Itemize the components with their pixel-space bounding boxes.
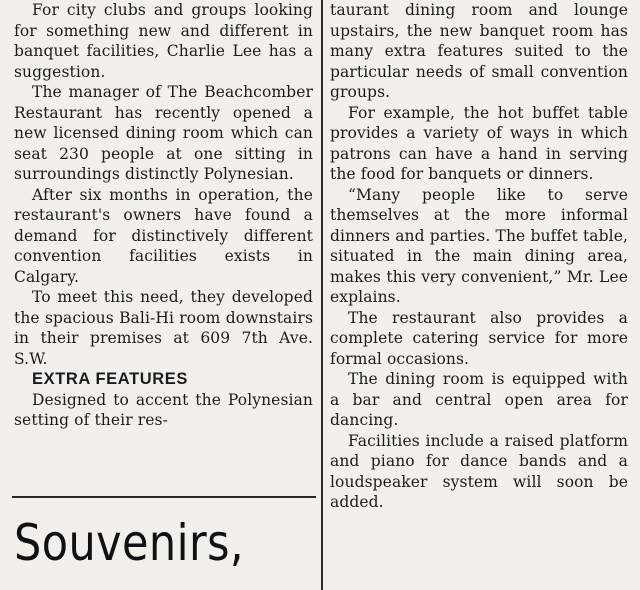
paragraph-beachcomber: The manager of The Beachcomber Restaurant has recently opened a new licensed dining room which can seat 230 people at one sitting in surroundings distinctly Polynesian. <box>14 83 313 183</box>
column-divider <box>321 0 323 590</box>
paragraph-dining-room: The dining room is equipped with a bar and central open area for dancing. <box>330 370 628 429</box>
paragraph-bali-hi: To meet this need, they developed the spacious Bali-Hi room downstairs in their premises at 609 7th Ave. S.W. <box>14 288 313 368</box>
paragraph-facilities: Facilities include a raised platform and piano for dance bands and a loudspeaker system will soon be added. <box>330 431 628 511</box>
paragraph-intro: For city clubs and groups looking for something new and different in banquet facilities, Charlie Lee has a suggestion. <box>14 1 313 81</box>
headline: Souvenirs, <box>14 514 245 572</box>
paragraph-continuation: taurant dining room and lounge upstairs, the new banquet room has many extra features suited to the particular needs of small convention groups. <box>330 1 628 101</box>
paragraph-demand: After six months in operation, the restaurant's owners have found a demand for distinctively different convention facilities exists in Calgary. <box>14 185 313 286</box>
left-column <box>14 0 313 431</box>
section-divider <box>12 496 316 498</box>
paragraph-quote: “Many people like to serve themselves at the more informal dinners and parties. The buffet table, situated in the main dining area, makes this very convenient,” Mr. Lee explains. <box>330 185 628 306</box>
paragraph-catering: The restaurant also provides a complete catering service for more formal occasions. <box>330 308 628 368</box>
paragraph-buffet: For example, the hot buffet table provides a variety of ways in which patrons can have a hand in serving the food for banquets or dinners. <box>330 103 628 183</box>
paragraph-designed: Designed to accent the Polynesian setting of their res- <box>14 390 313 429</box>
right-column <box>330 0 628 513</box>
subhead-extra-features: EXTRA FEATURES <box>32 370 188 388</box>
